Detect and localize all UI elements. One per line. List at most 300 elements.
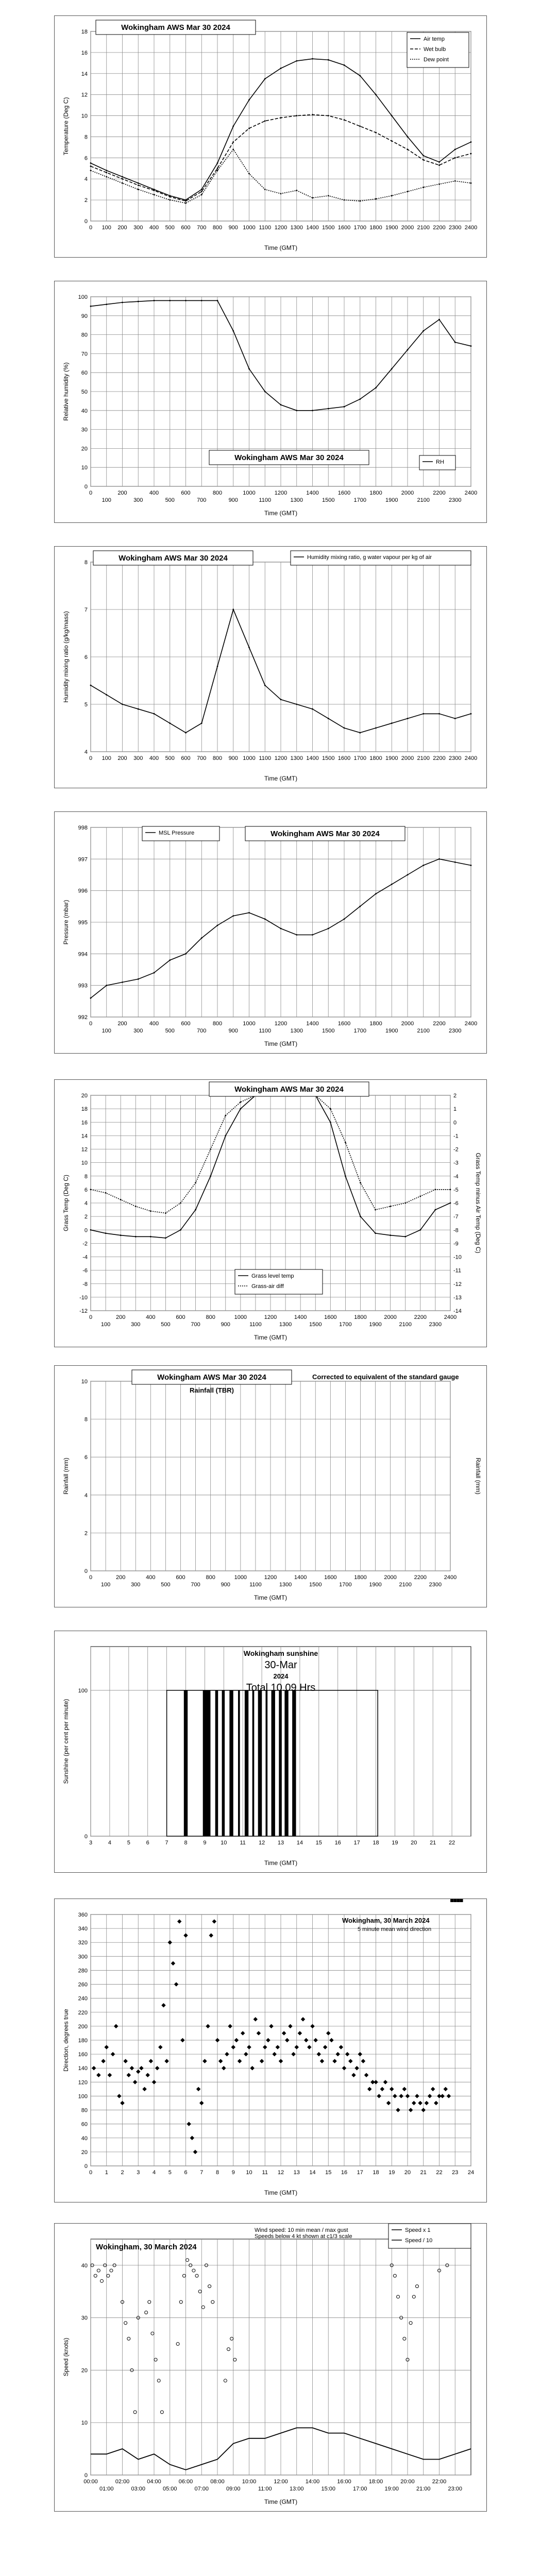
series-point [169,300,171,301]
y-tick-label: 14 [81,1133,88,1140]
x-tick-label: 1300 [279,1582,292,1588]
y-tick-label: -2 [82,1241,88,1247]
x-tick-label: 2000 [401,755,414,761]
x-tick-label: 1700 [353,225,366,231]
y-tick-label: 5 [84,702,88,708]
series-point [422,187,424,188]
x-tick-label: 800 [206,1574,215,1581]
legend-label: Speed x 1 [405,2227,431,2233]
x-tick-label: 1000 [243,225,256,231]
x-tick-label: 300 [133,755,143,761]
x-tick-label: 1400 [306,1021,319,1027]
series-point [435,1209,436,1211]
x-tick-label: 2200 [433,490,446,496]
x-tick-label: 2400 [464,490,478,496]
x-tick-label: 700 [197,497,207,503]
x-tick-label: 1200 [274,490,288,496]
y2-tick-label: -12 [453,1281,462,1287]
series-point [296,704,297,705]
x-tick-label: 400 [149,755,159,761]
chart-title: Wokingham sunshine [243,1649,318,1657]
x-tick-label: 23:00 [448,2486,463,2492]
x-tick-label: 13 [277,1840,284,1846]
chart-subtitle: 5 minute mean wind direction [358,1926,432,1933]
x-tick-label: 22 [436,2170,443,2176]
x-tick-label: 17:00 [352,2486,367,2492]
series-point [248,99,250,100]
x-tick-label: 1000 [234,1574,247,1581]
y-tick-label: 6 [84,1187,88,1193]
series-point [185,732,187,734]
chart-title: Wokingham AWS Mar 30 2024 [234,1085,344,1094]
x-tick-label: 12 [258,1840,265,1846]
x-tick-label: 300 [133,1028,143,1034]
series-point [312,708,313,710]
series-point [454,157,456,159]
x-tick-label: 2300 [449,755,462,761]
x-tick-label: 12 [277,2170,284,2176]
x-axis-label: Time (GMT) [253,1594,288,1601]
y-tick-label: 40 [81,2135,88,2142]
y-tick-label: 0 [84,1568,88,1574]
y-tick-label: 20 [81,1093,88,1099]
series-point [438,161,440,163]
series-point [454,180,456,182]
series-point [470,182,472,184]
series-point [344,918,345,920]
x-tick-label: 1300 [290,755,303,761]
y-axis-label: Humidity mixing ratio (g/kg/mass) [62,611,70,703]
series-point [154,190,155,191]
series-point [280,699,282,700]
y2-axis-label: Grass Temp minus Air Temp (Deg C) [475,1153,482,1253]
x-tick-label: 200 [115,1314,126,1320]
x-tick-label: 1900 [385,755,398,761]
x-tick-label: 19 [388,2170,395,2176]
x-tick-label: 1100 [259,1028,272,1034]
x-tick-label: 05:00 [162,2486,177,2492]
x-tick-label: 0 [89,225,93,231]
series-point [240,1101,241,1103]
x-tick-label: 1200 [274,755,288,761]
series-point [312,410,313,411]
x-tick-label: 16:00 [337,2479,351,2485]
series-point [248,368,250,369]
series-point [90,997,92,999]
y-tick-label: -6 [82,1267,88,1274]
y-tick-label: 0 [84,1834,88,1840]
x-tick-label: 20:00 [400,2479,415,2485]
y-tick-label: 160 [78,2052,88,2058]
series-point [150,1236,151,1238]
x-tick-label: 6 [184,2170,188,2176]
x-axis-label: Time (GMT) [264,2498,298,2505]
x-tick-label: 400 [149,225,159,231]
x-axis-label: Time (GMT) [264,510,298,517]
x-tick-label: 11:00 [258,2486,272,2492]
x-tick-label: 13:00 [289,2486,304,2492]
sunshine-gap-bar [279,1690,282,1836]
series-point [180,1202,181,1204]
x-tick-label: 16 [341,2170,348,2176]
series-point [90,165,92,167]
series-point [344,64,345,66]
x-tick-label: 2100 [417,755,430,761]
x-tick-label: 900 [221,1321,230,1328]
series-point [122,176,123,178]
x-tick-label: 15 [315,1840,322,1846]
x-tick-label: 11 [240,1840,246,1846]
x-tick-label: 1500 [322,225,335,231]
series-point [375,1232,376,1234]
x-tick-label: 600 [181,225,191,231]
series-point [138,182,139,184]
chart-svg-pres [55,812,486,1053]
series-point [90,685,92,686]
series-point [359,398,361,400]
x-tick-label: 9 [231,2170,235,2176]
x-tick-label: 03:00 [131,2486,146,2492]
series-point [360,1182,361,1183]
chart-panel-temp [54,15,487,258]
series-point [438,183,440,185]
series-point [201,191,202,192]
series-point [391,140,393,142]
series-point [105,1192,107,1194]
chart-panel-sun [54,1631,487,1873]
series-point [419,1229,421,1231]
series-point [438,713,440,715]
x-tick-label: 100 [102,497,111,503]
x-tick-label: 02:00 [115,2479,130,2485]
x-tick-label: 23 [452,2170,459,2176]
y2-tick-label: -1 [453,1133,459,1140]
series-point [438,858,440,860]
sunshine-gap-bar [215,1690,218,1836]
x-tick-label: 900 [228,1028,238,1034]
y-tick-label: 4 [84,749,88,755]
series-point [120,1199,122,1200]
series-point [122,182,123,184]
y-axis-label: Temperature (Deg C) [62,97,70,156]
chart-svg-rh [55,281,486,522]
y2-tick-label: 2 [453,1093,457,1099]
chart-title: Wokingham, 30 March 2024 [96,2243,197,2251]
series-point [391,884,393,885]
chart-title: Wokingham AWS Mar 30 2024 [270,829,380,838]
sunshine-gap-bar [272,1690,275,1836]
series-point [422,155,424,157]
series-point [217,300,218,301]
series-point [359,906,361,907]
y-tick-label: 8 [84,1416,88,1423]
x-tick-label: 100 [102,755,111,761]
x-tick-label: 900 [228,225,238,231]
series-point [312,114,313,115]
series-point [154,972,155,974]
x-tick-label: 1100 [249,1321,262,1328]
x-tick-label: 22 [448,1840,455,1846]
series-point [359,126,361,127]
x-tick-label: 1800 [369,225,382,231]
series-point [106,176,107,178]
y-tick-label: 260 [78,1981,88,1988]
sunshine-total: Total 10.09 Hrs [246,1682,316,1693]
y-tick-label: 0 [84,484,88,490]
series-point [470,153,472,155]
x-tick-label: 10 [221,1840,227,1846]
series-point [154,713,155,715]
series-point [185,953,187,955]
x-tick-label: 20 [404,2170,411,2176]
series-point [210,1175,211,1177]
y-tick-label: 994 [78,951,88,958]
direction-point [453,1899,457,1902]
series-point [454,718,456,719]
series-point [344,199,345,201]
sunshine-gap-bar [184,1690,188,1836]
y-tick-label: 200 [78,2023,88,2030]
y2-tick-label: -13 [453,1294,462,1301]
x-tick-label: 1900 [385,1028,398,1034]
series-point [180,1229,181,1231]
x-tick-label: 2200 [414,1314,427,1320]
series-point [450,1189,451,1190]
y-tick-label: 100 [78,1687,88,1694]
x-tick-label: 1600 [324,1574,337,1581]
y-tick-label: 4 [84,1492,88,1499]
series-point [264,120,266,122]
chart-subtitle: Rainfall (TBR) [190,1386,234,1394]
sunshine-gap-bar [284,1690,288,1836]
x-tick-label: 15:00 [321,2486,336,2492]
series-point [90,162,92,164]
x-tick-label: 15 [325,2170,332,2176]
x-tick-label: 900 [228,755,238,761]
series-point [90,306,92,307]
x-tick-label: 1800 [369,1021,382,1027]
x-tick-label: 6 [146,1840,149,1846]
y-tick-label: 300 [78,1954,88,1960]
x-tick-label: 1300 [290,497,303,503]
chart-panel-rain [54,1365,487,1607]
y2-tick-label: -3 [453,1160,459,1166]
x-tick-label: 1200 [274,225,288,231]
y-tick-label: 360 [78,1912,88,1918]
series-point [296,190,297,191]
y2-tick-label: 0 [453,1120,457,1126]
x-tick-label: 7 [165,1840,168,1846]
x-tick-label: 1100 [249,1582,262,1588]
y-tick-label: 180 [78,2038,88,2044]
x-tick-label: 900 [228,497,238,503]
y-tick-label: 996 [78,888,88,894]
y-tick-label: 120 [78,2079,88,2086]
x-tick-label: 1400 [294,1314,307,1320]
x-tick-label: 1500 [322,755,335,761]
x-tick-label: 1400 [294,1574,307,1581]
y-tick-label: 18 [81,29,88,35]
x-tick-label: 1200 [274,1021,288,1027]
x-tick-label: 14 [309,2170,316,2176]
x-tick-label: 2400 [464,225,478,231]
x-tick-label: 2300 [449,497,462,503]
x-tick-label: 1000 [243,490,256,496]
series-point [264,189,266,190]
x-tick-label: 1100 [259,225,272,231]
series-point [345,1175,346,1177]
series-point [345,1142,346,1143]
x-tick-label: 700 [191,1321,200,1328]
x-tick-label: 1700 [339,1582,352,1588]
series-point [232,149,234,150]
legend-label: Wet bulb [424,46,446,53]
series-point [328,195,329,197]
x-tick-label: 13 [293,2170,300,2176]
series-point [375,727,377,729]
series-point [106,985,107,986]
series-point [264,918,266,920]
series-point [375,893,377,894]
x-tick-label: 3 [89,1840,93,1846]
x-axis-label: Time (GMT) [264,244,298,251]
y-tick-label: 2 [84,1214,88,1221]
series-point [217,167,218,169]
x-tick-label: 600 [181,755,191,761]
series-point [438,164,440,166]
y2-tick-label: -5 [453,1187,459,1193]
x-tick-label: 21 [420,2170,427,2176]
x-tick-label: 1800 [354,1314,367,1320]
series-point [217,925,218,926]
series-point [201,194,202,195]
series-point [201,300,202,301]
x-tick-label: 1100 [259,497,272,503]
y2-axis-label: Rainfall (mm) [475,1458,482,1495]
series-point [217,170,218,171]
x-tick-label: 500 [161,1321,171,1328]
x-tick-label: 500 [165,497,175,503]
series-point [154,194,155,195]
x-tick-label: 5 [127,1840,130,1846]
series-point [232,126,234,127]
x-tick-label: 500 [165,225,175,231]
chart-panel-wspd [54,2223,487,2512]
series-point [280,193,282,194]
y2-tick-label: -9 [453,1241,459,1247]
y-tick-label: 50 [81,389,88,395]
y-tick-label: 14 [81,71,88,77]
x-tick-label: 2400 [464,1021,478,1027]
y-tick-label: 16 [81,49,88,56]
series-point [248,173,250,175]
x-tick-label: 2300 [449,1028,462,1034]
x-tick-label: 9 [203,1840,207,1846]
y-tick-label: 40 [81,408,88,414]
series-point [330,1122,331,1123]
series-point [360,1216,361,1217]
x-tick-label: 19:00 [384,2486,399,2492]
series-point [375,387,377,388]
series-point [106,303,107,305]
x-tick-label: 2400 [444,1574,457,1581]
series-point [328,115,329,116]
x-tick-label: 1500 [309,1582,322,1588]
series-point [407,136,409,138]
series-point [169,959,171,961]
x-tick-label: 2000 [401,490,414,496]
series-point [375,198,377,200]
y-tick-label: 16 [81,1120,88,1126]
chart-panel-mix [54,546,487,788]
chart-title: Wokingham AWS Mar 30 2024 [121,23,230,32]
series-point [280,928,282,929]
series-point [217,666,218,667]
y-tick-label: -12 [79,1308,88,1314]
y-tick-label: 0 [84,1227,88,1234]
series-point [169,199,171,201]
x-tick-label: 08:00 [210,2479,225,2485]
legend-label: MSL Pressure [159,830,195,836]
series-point [390,1206,391,1207]
x-tick-label: 1600 [337,755,351,761]
x-tick-label: 2200 [433,1021,446,1027]
y-tick-label: 60 [81,2121,88,2128]
x-tick-label: 200 [115,1574,126,1581]
series-point [470,865,472,866]
y-tick-label: 90 [81,313,88,319]
x-tick-label: 400 [146,1574,156,1581]
x-tick-label: 19 [392,1840,398,1846]
y-axis-label: Direction, degrees true [62,2009,70,2072]
series-point [264,391,266,393]
chart-note-2: Speeds below 4 kt shown at c1/3 scale [255,2233,352,2240]
series-point [407,191,409,192]
y2-tick-label: -10 [453,1254,462,1261]
x-tick-label: 1000 [234,1314,247,1320]
series-point [450,1202,451,1204]
legend-label: Air temp [424,36,445,42]
series-point [106,172,107,174]
x-tick-label: 1700 [353,497,366,503]
x-axis-label: Time (GMT) [264,2189,298,2196]
x-tick-label: 700 [197,755,207,761]
series-point [165,1238,166,1239]
y-tick-label: 8 [84,1173,88,1180]
x-tick-label: 1600 [337,490,351,496]
series-point [280,404,282,405]
sunshine-gap-bar [203,1690,211,1836]
x-tick-label: 700 [191,1582,200,1588]
y-tick-label: 4 [84,1200,88,1207]
series-point [122,302,123,303]
x-tick-label: 2200 [433,755,446,761]
y-tick-label: -8 [82,1281,88,1287]
x-tick-label: 00:00 [83,2479,98,2485]
series-point [296,934,297,936]
legend-label: Humidity mixing ratio, g water vapour per kg of air [307,554,432,561]
series-point [280,117,282,118]
series-point [201,722,202,724]
series-point [407,718,409,719]
y-tick-label: 993 [78,982,88,989]
y-tick-label: 998 [78,825,88,831]
y-tick-label: 10 [81,113,88,120]
x-tick-label: 1400 [306,755,319,761]
chart-panel-pres [54,811,487,1054]
series-point [470,713,472,715]
y2-tick-label: -8 [453,1227,459,1234]
